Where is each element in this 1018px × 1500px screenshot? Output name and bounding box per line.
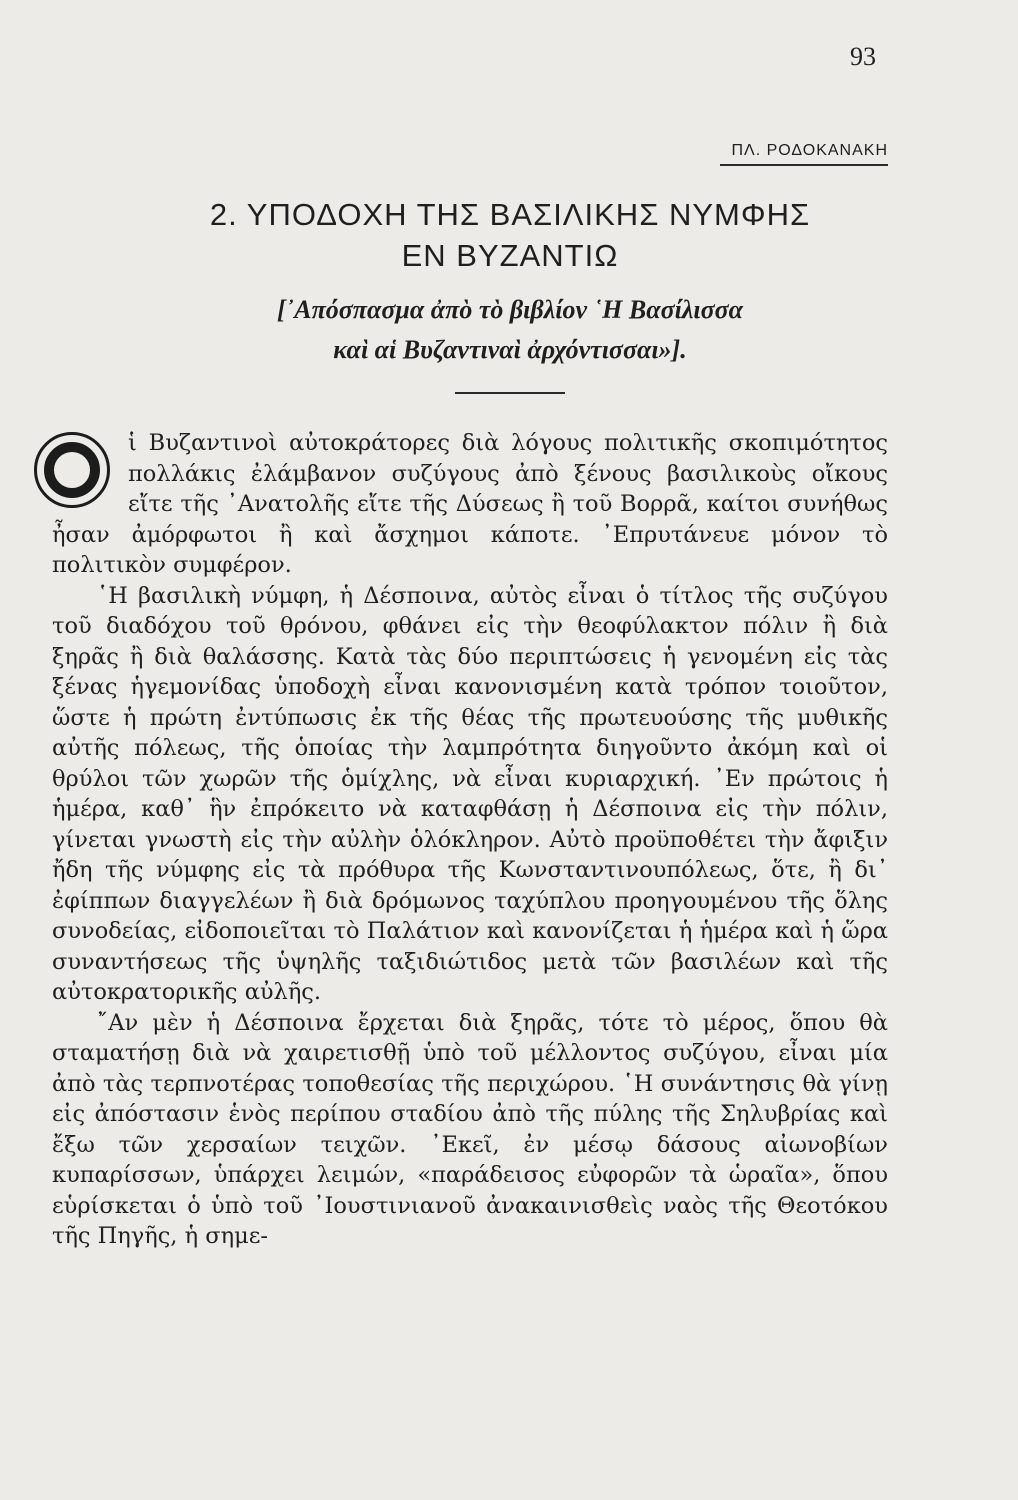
chapter-subtitle-line-1: [᾿Απόσπασμα ἀπὸ τὸ βιβλίον ῾Η Βασίλισσα xyxy=(276,295,744,324)
chapter-title-line-1: 2. ΥΠΟΔΟΧΗ ΤΗΣ ΒΑΣΙΛΙΚΗΣ ΝΥΜΦΗΣ xyxy=(209,197,811,232)
paragraph-1-text: ἱ Βυζαντινοὶ αὐτοκράτορες διὰ λόγους πολιτικῆς σκοπιμότητος πολλάκις ἐλάμβανον συζύγους ἀπὸ ξένους βασιλικοὺς οἴκους εἴτε τῆς ᾿Ανατολῆς εἴτε τῆς Δύσεως ἢ τοῦ Βορρᾶ, καίτοι συνήθως ἦσαν ἀμόρφωτοι ἢ καὶ ἄσχημοι κάποτε. ᾿Επρυτάνευε μόνον τὸ πολιτικὸν συμφέρον. xyxy=(52,430,888,578)
paragraph-3: ῎Αν μὲν ἡ Δέσποινα ἔρχεται διὰ ξηρᾶς, τότε τὸ μέρος, ὅπου θὰ σταματήσῃ διὰ νὰ χαιρετισθῇ ὑπὸ τοῦ μέλλοντος συζύγου, εἶναι μία ἀπὸ τὰς τερπνοτέρας τοποθεσίας τῆς περιχώρου. ῾Η συνάντησις θὰ γίνῃ εἰς ἀπόστασιν ἑνὸς περίπου σταδίου ἀπὸ τῆς πύλης τῆς Σηλυβρίας καὶ ἔξω τῶν χερσαίων τειχῶν. ᾿Εκεῖ, ἐν μέσῳ δάσους αἰωνοβίων κυπαρίσσων, ὑπάρχει λειμών, «παράδεισος εὐφορῶν τὰ ὡραῖα», ὅπου εὑρίσκεται ὁ ὑπὸ τοῦ ᾿Ιουστινιανοῦ ἀνακαινισθεὶς ναὸς τῆς Θεοτόκου τῆς Πηγῆς, ἡ σημε- xyxy=(52,1009,888,1249)
paragraph-2: ῾Η βασιλικὴ νύμφη, ἡ Δέσποινα, αὐτὸς εἶναι ὁ τίτλος τῆς συζύγου τοῦ διαδόχου τοῦ θρόνου, φθάνει εἰς τὴν θεοφύλακτον πόλιν ἢ διὰ ξηρᾶς ἢ διὰ θαλάσσης. Κατὰ τὰς δύο περιπτώσεις ἡ γενομένη εἰς τὰς ξένας ἡγεμονίδας ὑποδοχὴ εἶναι κανονισμένη κατὰ τρόπον τοιοῦτον, ὥστε ἡ πρώτη ἐντύπωσις ἐκ τῆς θέας τῆς πρωτευούσης τῆς μυθικῆς αὐτῆς πόλεως, τῆς ὁποίας τὴν λαμπρότητα διηγοῦντο ἀκόμη καὶ οἱ θρύλοι τῶν χωρῶν τῆς ὁμίχλης, νὰ εἶναι κυριαρχική. ᾿Εν πρώτοις ἡ ἡμέρα, καθ᾿ ἣν ἐπρόκειτο νὰ καταφθάσῃ ἡ Δέσποινα εἰς τὴν πόλιν, γίνεται γνωστὴ εἰς τὴν αὐλὴν ὁλόκληρον. Αὐτὸ προϋποθέτει τὴν ἄφιξιν ἤδη τῆς νύμφης εἰς τὰ πρόθυρα τῆς Κωνσταντινουπόλεως, ὅτε, ἢ δι᾿ ἐφίππων διαγγελέων ἢ διὰ δρόμωνος ταχύπλου προηγουμένου τῆς ὅλης συνοδείας, εἰδοποιεῖται τὸ Παλάτιον καὶ κανονίζεται ἡ ἡμέρα καὶ ἡ ὥρα συναντήσεως τῆς ὑψηλῆς ταξιδιώτιδος μετὰ τῶν βασιλέων καὶ τῆς αὐτοκρατορικῆς αὐλῆς. xyxy=(52,582,888,1005)
chapter-title xyxy=(100,194,920,276)
paragraph-1 xyxy=(52,428,888,581)
dropcap-initial xyxy=(22,430,122,518)
body-text xyxy=(52,428,888,1252)
dropcap-letter xyxy=(22,430,122,461)
page-number: 93 xyxy=(850,42,876,71)
section-divider xyxy=(455,392,565,394)
author-label: ΠΛ. ΡΟΔΟΚΑΝΑΚΗ xyxy=(731,142,888,159)
author-underline xyxy=(720,164,888,166)
chapter-subtitle xyxy=(100,290,920,370)
chapter-title-line-2: ΕΝ ΒΥΖΑΝΤΙΩ xyxy=(401,238,619,273)
author-name xyxy=(600,142,888,166)
chapter-subtitle-line-2: καὶ αἱ Βυζαντιναὶ ἀρχόντισσαι»]. xyxy=(333,335,687,364)
